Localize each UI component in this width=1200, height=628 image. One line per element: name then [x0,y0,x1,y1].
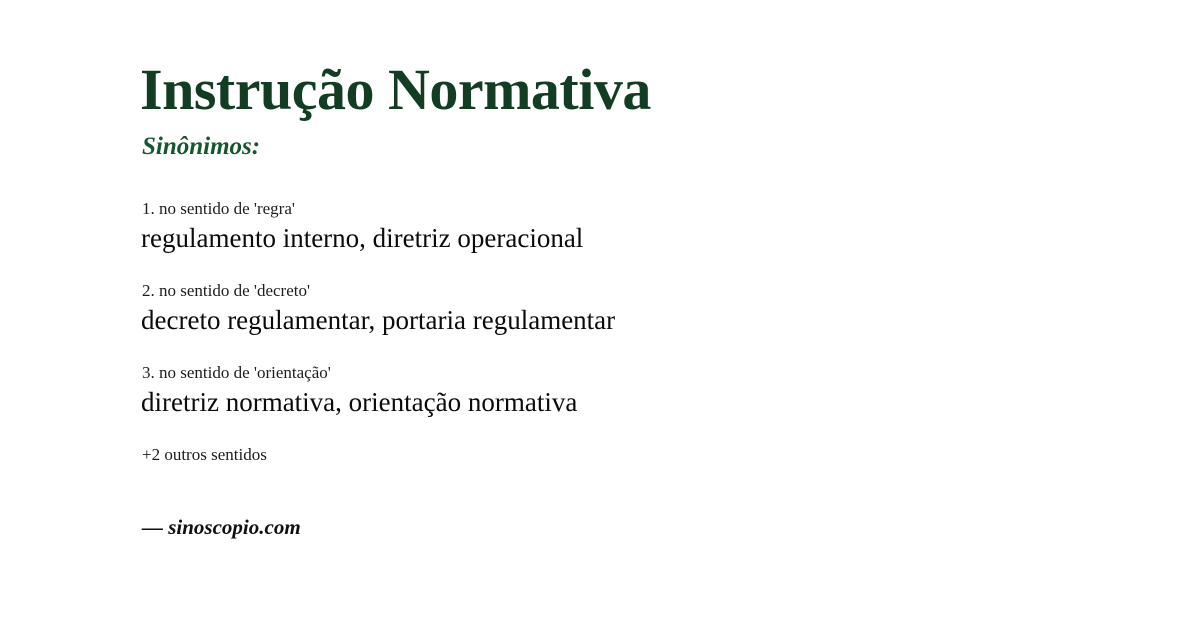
sense-label: 1. no sentido de 'regra' [142,198,295,218]
sense-words: regulamento interno, diretriz operacional [141,222,584,253]
sense-label: 3. no sentido de 'orientação' [142,362,331,382]
sense-label: 2. no sentido de 'decreto' [142,280,311,300]
sense-list [140,199,1060,419]
page-title: Instrução Normativa [140,57,651,122]
source-attribution: — sinoscopio.com [142,514,301,539]
sense-words: decreto regulamentar, portaria regulamentar [141,304,616,335]
more-senses-note: +2 outros sentidos [142,444,267,464]
sense-item [140,281,1060,337]
sense-item [140,199,1060,255]
synonyms-subtitle: Sinônimos: [142,132,261,160]
sense-item [140,363,1060,419]
sense-words: diretriz normativa, orientação normativa [141,386,578,417]
